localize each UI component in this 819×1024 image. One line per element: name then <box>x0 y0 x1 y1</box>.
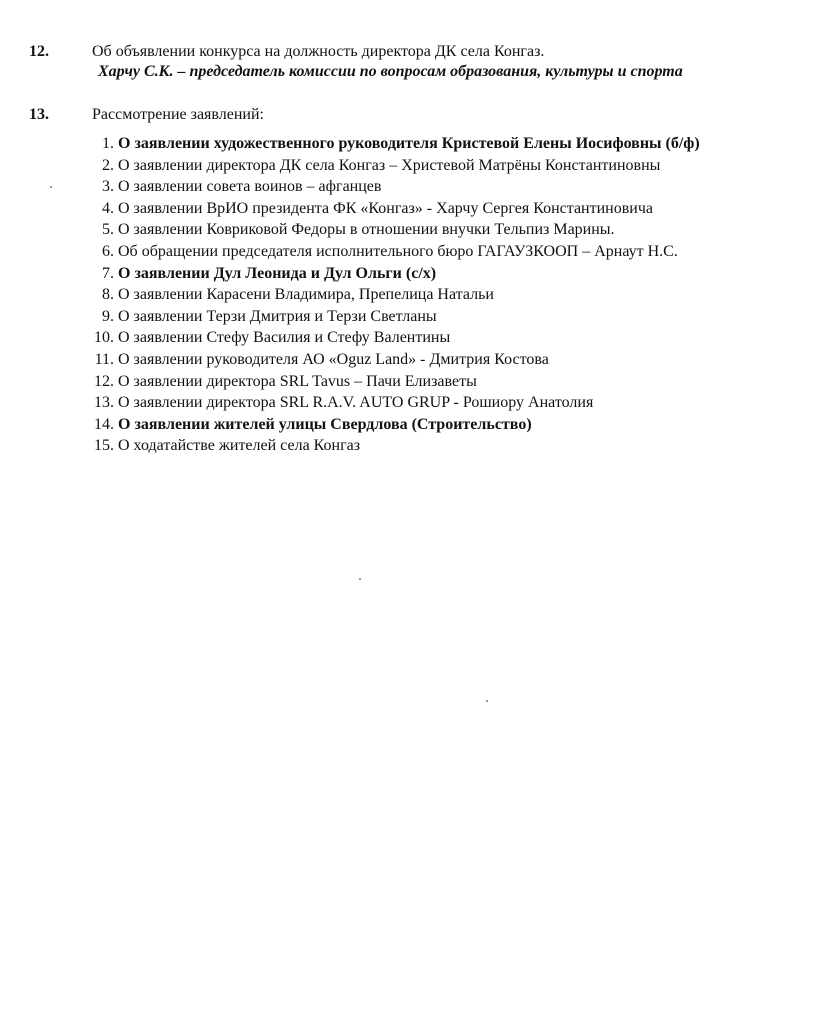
list-item <box>0 435 819 457</box>
list-item-text: О заявлении руководителя АО «Oguz Land» - Дмитрия Костова <box>118 350 549 368</box>
list-item <box>0 414 819 436</box>
list-item-text: О заявлении директора SRL Tavus – Пачи Елизаветы <box>118 372 477 390</box>
list-item-text: О заявлении Терзи Дмитрия и Терзи Светланы <box>118 307 437 325</box>
list-item-number: 14. <box>94 415 114 433</box>
list-item-text: О заявлении жителей улицы Свердлова (Строительство) <box>118 415 532 433</box>
list-item <box>0 284 819 306</box>
list-item-number: 8. <box>102 286 114 304</box>
list-item <box>0 176 819 198</box>
list-item-number: 2. <box>102 156 114 174</box>
list-item-text: О заявлении ВрИО президента ФК «Конгаз» - Харчу Сергея Константиновича <box>118 199 653 217</box>
agenda-item-text: Рассмотрение заявлений: <box>92 106 264 123</box>
list-item-number: 3. <box>102 178 114 196</box>
agenda-item-number: 13. <box>29 106 49 123</box>
list-item-number: 7. <box>102 264 114 282</box>
list-item-number: 1. <box>102 135 114 152</box>
list-item <box>0 349 819 371</box>
list-item-text: О заявлении Карасени Владимира, Препелица Натальи <box>118 286 494 304</box>
list-item-number: 6. <box>102 242 114 260</box>
list-item <box>0 392 819 414</box>
list-item <box>0 219 819 241</box>
agenda-item-text: Об объявлении конкурса на должность директора ДК села Конгаз. <box>92 43 545 60</box>
list-item-number: 11. <box>94 350 114 368</box>
list-item-text: О ходатайстве жителей села Конгаз <box>118 437 361 455</box>
list-item-text: О заявлении директора SRL R.A.V. AUTO GRUP - Рошиору Анатолия <box>118 394 594 412</box>
applications-list <box>0 133 819 457</box>
list-item <box>0 371 819 393</box>
agenda-item-responsible: Харчу С.К. – председатель комиссии по вопросам образования, культуры и спорта <box>98 63 683 80</box>
list-item-text: О заявлении директора ДК села Конгаз – Христевой Матрёны Константиновны <box>118 156 661 174</box>
list-item-number: 12. <box>94 372 114 390</box>
list-item-text: О заявлении Дул Леонида и Дул Ольги (с/х) <box>118 264 437 282</box>
list-item-text: О заявлении художественного руководителя Кристевой Елены Иосифовны (б/ф) <box>118 135 700 152</box>
scan-speck <box>50 186 52 188</box>
list-item-text: Об обращении председателя исполнительного бюро ГАГАУЗКООП – Арнаут Н.С. <box>118 242 678 260</box>
list-item <box>0 327 819 349</box>
list-item-text: О заявлении совета воинов – афганцев <box>118 178 382 196</box>
list-item-number: 15. <box>94 437 114 455</box>
agenda-item-number: 12. <box>29 43 49 60</box>
scan-speck <box>359 578 361 580</box>
list-item <box>0 198 819 220</box>
list-item-text: О заявлении Ковриковой Федоры в отношении внучки Тельпиз Марины. <box>118 221 615 239</box>
list-item <box>0 306 819 328</box>
list-item-number: 13. <box>94 394 114 412</box>
list-item-number: 5. <box>102 221 114 239</box>
list-item-number: 10. <box>94 329 114 347</box>
list-item-text: О заявлении Стефу Василия и Стефу Валентины <box>118 329 451 347</box>
list-item <box>0 263 819 285</box>
list-item-number: 9. <box>102 307 114 325</box>
list-item-number: 4. <box>102 199 114 217</box>
list-item <box>0 155 819 177</box>
list-item <box>0 133 819 155</box>
scan-speck <box>486 700 488 702</box>
list-item <box>0 241 819 263</box>
